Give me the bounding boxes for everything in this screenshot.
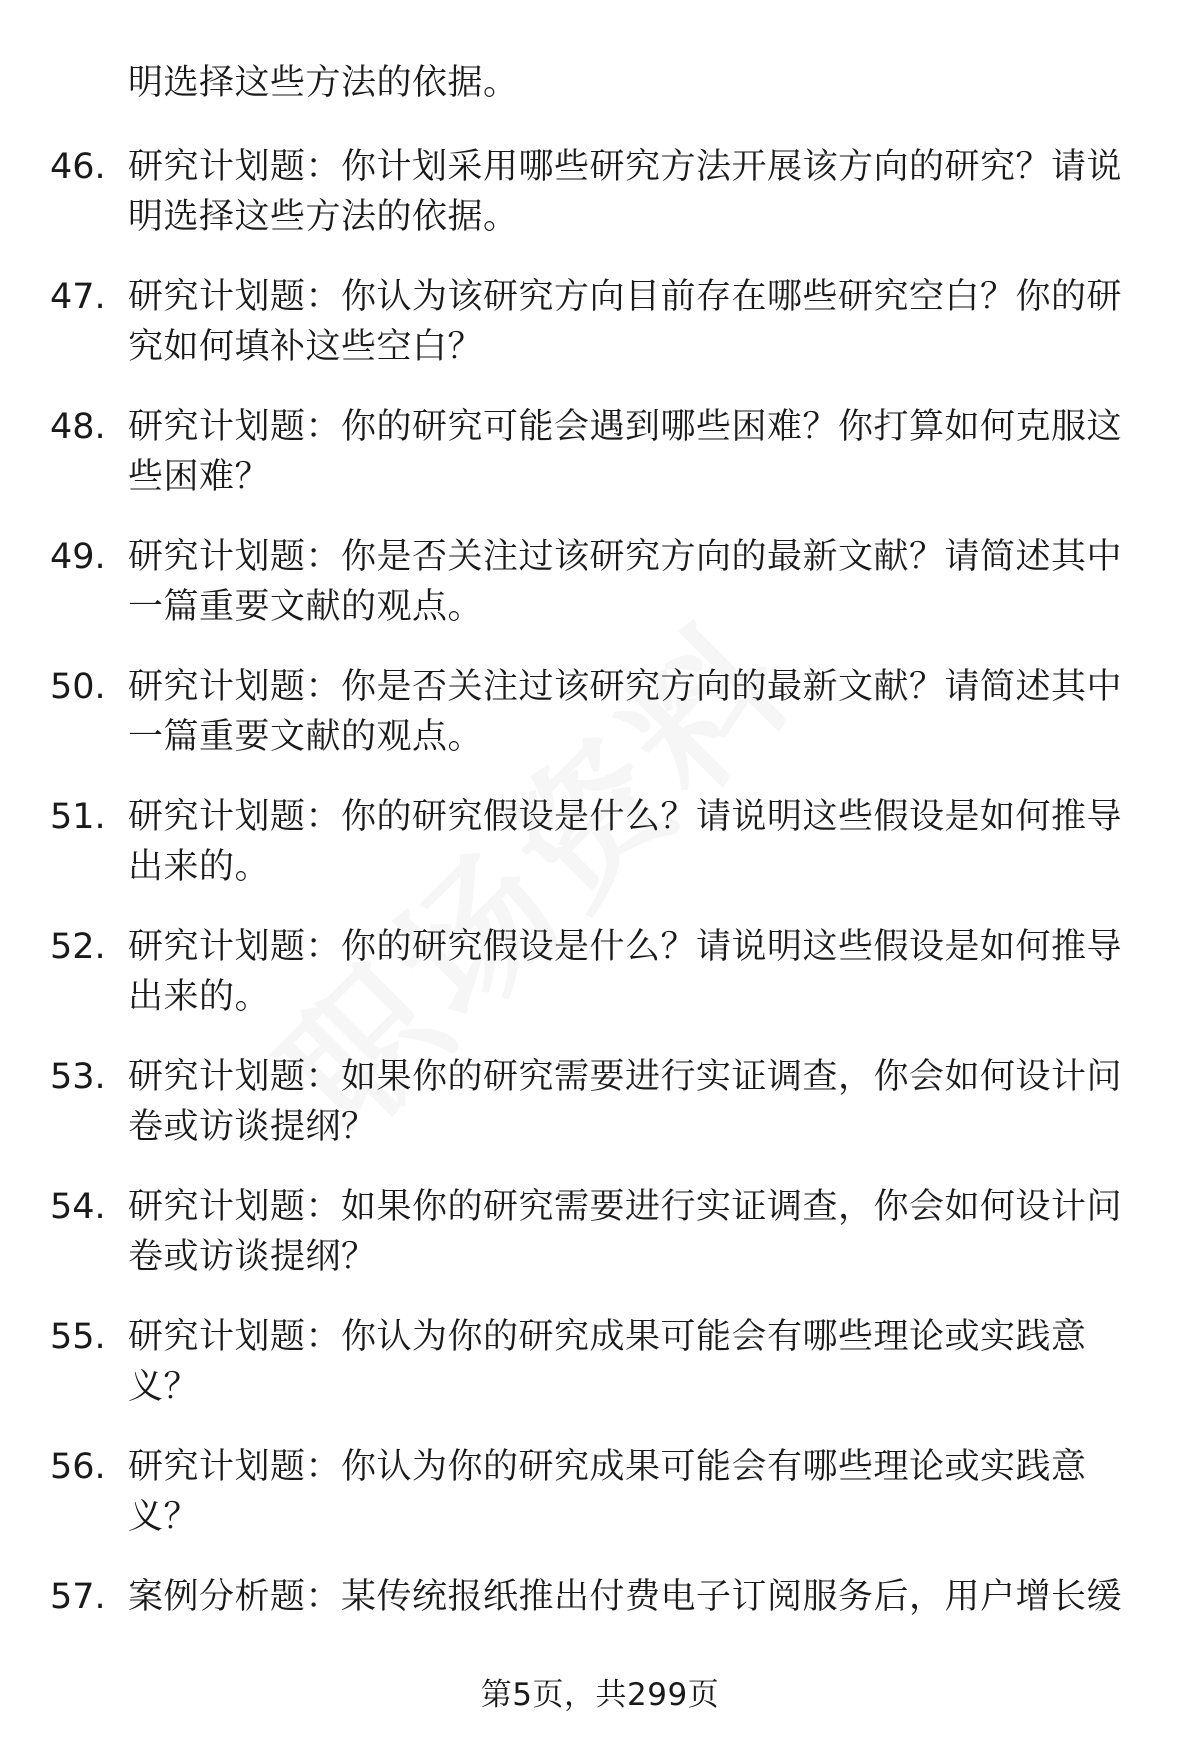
question-text: 研究计划题：你是否关注过该研究方向的最新文献？请简述其中一篇重要文献的观点。 [128, 667, 1123, 757]
question-list [0, 142, 1200, 1702]
question-number: 55. [50, 1317, 106, 1357]
question-text: 研究计划题：你认为该研究方向目前存在哪些研究空白？你的研究如何填补这些空白？ [128, 277, 1123, 367]
question-item [0, 402, 1200, 532]
question-text: 研究计划题：你认为你的研究成果可能会有哪些理论或实践意义？ [128, 1447, 1087, 1537]
question-text: 研究计划题：如果你的研究需要进行实证调查，你会如何设计问卷或访谈提纲？ [128, 1057, 1123, 1147]
question-text: 研究计划题：如果你的研究需要进行实证调查，你会如何设计问卷或访谈提纲？ [128, 1187, 1123, 1277]
question-text: 研究计划题：你是否关注过该研究方向的最新文献？请简述其中一篇重要文献的观点。 [128, 537, 1123, 627]
continuation-line: 明选择这些方法的依据。 [128, 63, 519, 103]
question-item [0, 922, 1200, 1052]
question-item [0, 1312, 1200, 1442]
question-number: 52. [50, 927, 106, 967]
question-item [0, 272, 1200, 402]
question-number: 46. [50, 147, 106, 187]
question-number: 56. [50, 1447, 106, 1487]
question-text: 研究计划题：你认为你的研究成果可能会有哪些理论或实践意义？ [128, 1317, 1087, 1407]
question-item [0, 142, 1200, 272]
question-item [0, 1182, 1200, 1312]
question-number: 49. [50, 537, 106, 577]
question-text: 研究计划题：你的研究假设是什么？请说明这些假设是如何推导出来的。 [128, 927, 1123, 1017]
question-number: 48. [50, 407, 106, 447]
page-footer: 第5页，共299页 [480, 1677, 720, 1713]
question-number: 47. [50, 277, 106, 317]
question-item [0, 662, 1200, 792]
question-item [0, 1442, 1200, 1572]
question-number: 53. [50, 1057, 106, 1097]
question-text: 研究计划题：你的研究可能会遇到哪些困难？你打算如何克服这些困难？ [128, 407, 1123, 497]
question-text: 研究计划题：你的研究假设是什么？请说明这些假设是如何推导出来的。 [128, 797, 1123, 887]
question-text: 案例分析题：某传统报纸推出付费电子订阅服务后，用户增长缓 [128, 1577, 1123, 1617]
question-number: 50. [50, 667, 106, 707]
question-number: 57. [50, 1577, 106, 1617]
question-item [0, 532, 1200, 662]
question-number: 51. [50, 797, 106, 837]
question-item [0, 792, 1200, 922]
question-item [0, 1052, 1200, 1182]
question-number: 54. [50, 1187, 106, 1227]
question-text: 研究计划题：你计划采用哪些研究方法开展该方向的研究？请说明选择这些方法的依据。 [128, 147, 1123, 237]
